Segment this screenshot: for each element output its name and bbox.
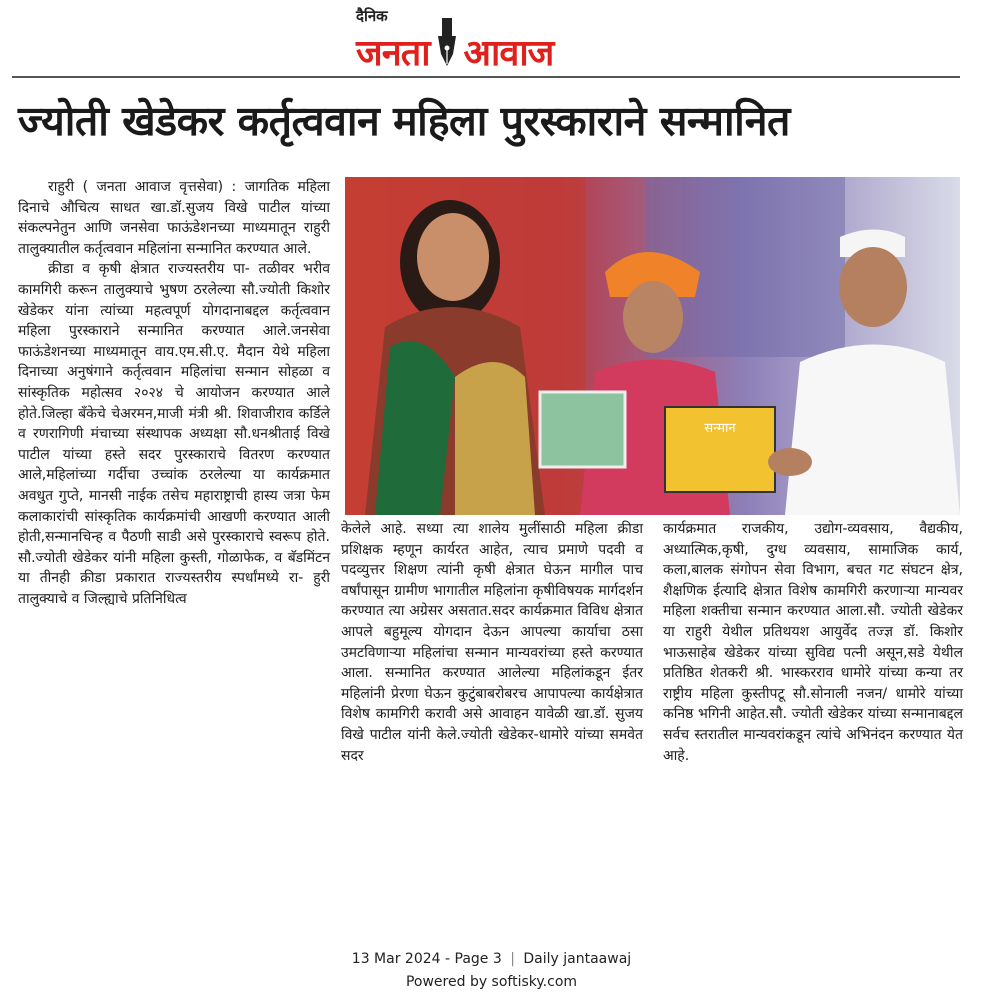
photo-box-label: सन्मान	[704, 421, 736, 436]
article-paragraph: क्रीडा व कृषी क्षेत्रात राज्यस्तरीय पा- तळीवर भरीव कामगिरी करून तालुक्याचे भुषण ठरलेल्या सौ.ज्योती किशोर खेडेकर यांना त्यांच्या महत्वपूर्ण योगदानाबद्दल कर्तृत्ववान महिला पुरस्काराने सन्मानित करण्यात आले.जनसेवा फाऊंडेशनच्या माध्यमातून वाय.एम.सी.ए. मैदान येथे महिला दिनाच्या अनुषंगाने कर्तृत्ववान महिलांचा सन्मान सोहळा व सांस्कृतिक महोत्सव २०२४ चे आयोजन करण्यात आले होते.जिल्हा बँकेचे चेअरमन,माजी मंत्री श्री. शिवाजीराव कर्डिले व रणरागिणी मंचाच्या संस्थापक अध्यक्षा सौ.धनश्रीताई विखे पाटील यांच्या हस्ते सदर पुरस्काराचे वितरण करण्यात आले,महिलांच्या गर्दीचा उच्चांक ठरलेल्या या कार्यक्रमात अवधुत गुप्ते, मानसी नाईक तसेच महाराष्ट्राची हास्य जत्रा फेम कलाकारांची सांस्कृतिक कार्यक्रमांची आखणी करण्यात आली होती,सन्मानचिन्ह व पैठणी साडी असे पुरस्काराचे स्वरूप होते. सौ.ज्योती खेडेकर यांनी महिला कुस्ती, गोळाफेक, व बॅडमिंटन या तीनही क्रीडा प्रकारात राज्यस्तरीय स्पर्धांमध्ये रा- हुरी तालुक्याचे व जिल्ह्याचे प्रतिनिधित्व	[18, 261, 330, 607]
masthead-divider	[12, 76, 960, 78]
masthead-title-left: जनता	[356, 32, 430, 74]
footer-meta	[0, 951, 983, 967]
pen-nib-icon	[434, 18, 460, 68]
article-paragraph: केलेले आहे. सध्या त्या शालेय मुलींसाठी महिला क्रीडा प्रशिक्षक म्हणून कार्यरत आहेत, त्याच प्रमाणे पदवी व पदव्युत्तर शिक्षण त्यांनी कृषी क्षेत्रात घेऊन मागील पाच वर्षांपासून ग्रामीण भागातील महिलांना कृषीविषयक मार्गदर्शन करण्यात त्या अग्रेसर असतात.सदर कार्यक्रमात विविध क्षेत्रात आपले बहुमूल्य योगदान देऊन आपल्या कार्याचा ठसा उमटविणाऱ्या महिलांचा सन्मान मान्यवरांच्या हस्ते करण्यात आला. सन्मानित करण्यात आलेल्या महिलांकडून ईतर महिलांनी प्रेरणा घेऊन कुटुंबाबरोबरच आपापल्या कार्यक्षेत्रात विशेष कामगिरी करावी असे आवाहन यावेळी खा.डॉ. सुजय विखे पाटील यांनी केले.ज्योती खेडेकर-धामोरे यांच्या समवेत सदर	[341, 521, 643, 764]
masthead-logo	[356, 26, 553, 76]
article-column-2	[341, 519, 643, 766]
article-paragraph: कार्यक्रमात राजकीय, उद्योग-व्यवसाय, वैद्यकीय, अध्यात्मिक,कृषी, दुग्ध व्यवसाय, सामाजिक कार्य, कला,बालक संगोपन सेवा विभाग, बचत गट संघटन क्षेत्र, शैक्षणिक ईत्यादि क्षेत्रात विशेष कामगिरी करणाऱ्या मान्यवर महिला शक्तीचा सन्मान करण्यात आला.सौ. ज्योती खेडेकर या राहुरी येथील प्रतिथयश आयुर्वेद तज्ज्ञ डॉ. किशोर भाऊसाहेब खेडेकर यांच्या सुविद्य पत्नी असून,सडे येथील प्रतिष्ठित शेतकरी श्री. भास्करराव धामोरे यांच्या कन्या तर राष्ट्रीय महिला कुस्तीपटू सौ.सोनाली नजन/ धामोरे यांच्या कनिष्ठ भगिनी आहेत.सौ. ज्योती खेडेकर यांच्या सन्मानाबद्दल सर्वच स्तरातील मान्यवरांकडून त्यांचे अभिनंदन करण्यात येत आहे.	[663, 521, 963, 764]
article-paragraph: राहुरी ( जनता आवाज वृत्तसेवा) : जागतिक महिला दिनाचे औचित्य साधत खा.डॉ.सुजय विखे पाटील यांच्या संकल्पनेतुन आणि जनसेवा फाऊंडेशनच्या माध्यमातून राहुरी तालुक्यातील कर्तृत्ववान महिलांना सन्मानित करण्यात आले.	[18, 179, 330, 257]
masthead	[0, 0, 983, 78]
article-column-1	[18, 177, 330, 609]
article-headline: ज्योती खेडेकर कर्तृत्ववान महिला पुरस्काराने सन्मानित	[18, 97, 790, 145]
footer-powered-link[interactable]: Powered by softisky.com	[405, 974, 578, 990]
footer-date-page: 13 Mar 2024 - Page 3	[351, 951, 502, 967]
footer-separator: |	[510, 951, 515, 967]
masthead-title-right: आवाज	[463, 32, 554, 74]
masthead-kicker: दैनिक	[356, 7, 388, 25]
article-photo	[345, 177, 960, 515]
article-column-3	[663, 519, 963, 766]
footer-publication: Daily jantaawaj	[523, 951, 632, 967]
